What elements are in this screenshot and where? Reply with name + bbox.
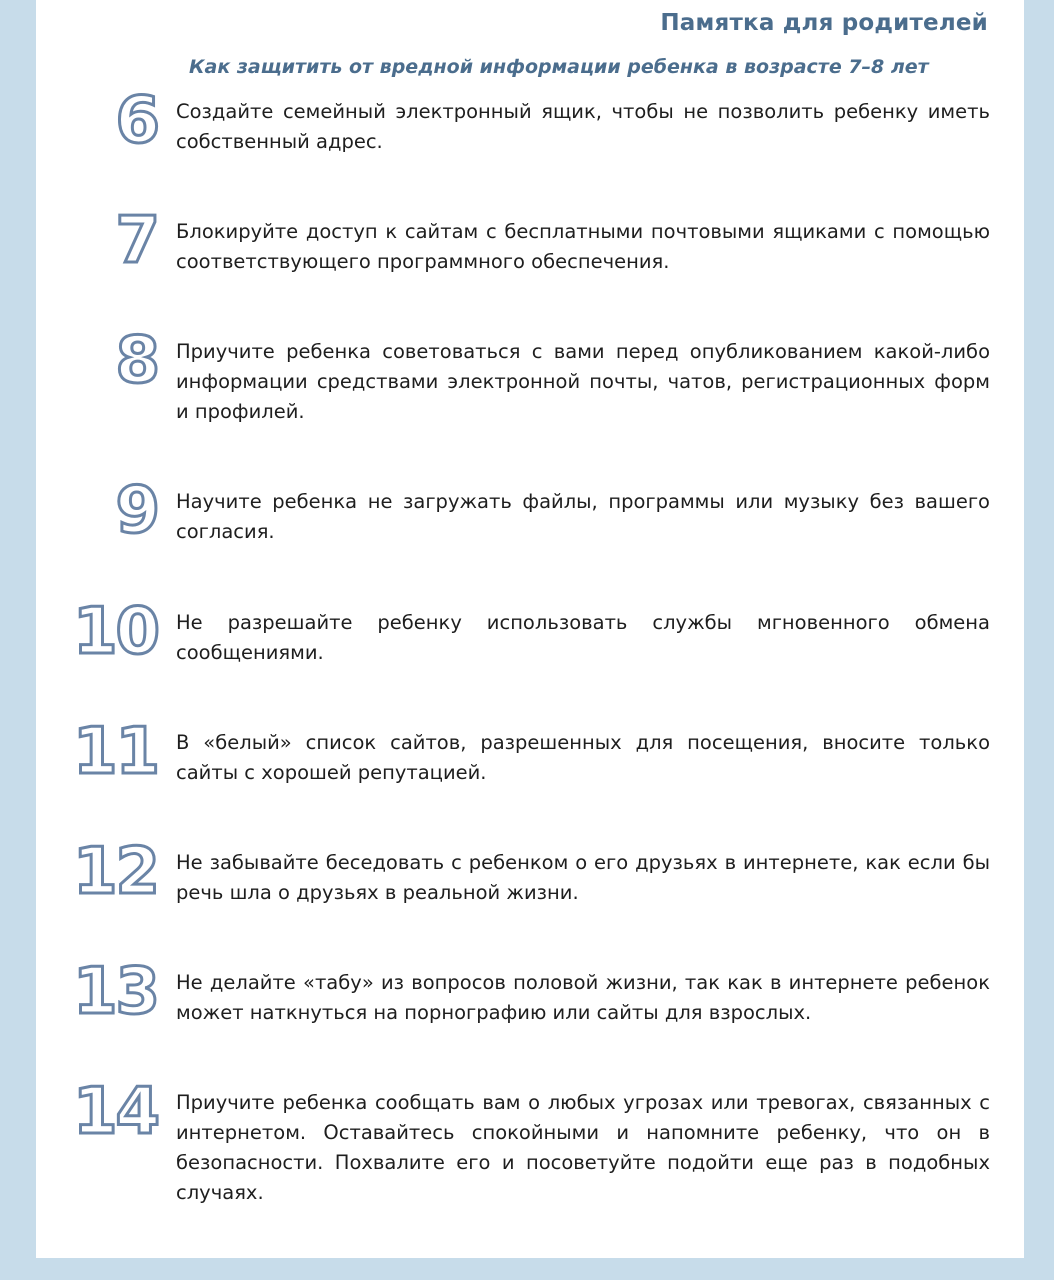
tip-text: Не разрешайте ребенку использовать службы мгновенного обмена сообщениями. xyxy=(176,611,990,664)
tip-text: Не делайте «табу» из вопросов половой жизни, так как в интернете ребенок может наткнуться на порнографию или сайты для взрослых. xyxy=(176,971,990,1024)
memo-title: Памятка для родителей xyxy=(660,10,988,36)
tip-text: Блокируйте доступ к сайтам с бесплатными почтовыми ящиками с помощью соответствующего программного обеспечения. xyxy=(176,220,990,273)
tip-text: Создайте семейный электронный ящик, чтобы не позволить ребенку иметь собственный адрес. xyxy=(176,100,990,153)
tip-text: В «белый» список сайтов, разрешенных для посещения, вносите только сайты с хорошей репутацией. xyxy=(176,731,990,784)
memo-page xyxy=(36,0,1024,1258)
tip-number: 7 xyxy=(115,204,158,278)
tip-text: Приучите ребенка сообщать вам о любых угрозах или тревогах, связанных с интернетом. Оставайтесь спокойными и напомните ребенку, что он в безопасности. Похвалите его и посоветуйте подойти еще раз в подобных случаях. xyxy=(176,1091,990,1204)
tip-number: 12 xyxy=(72,835,158,909)
tip-text: Приучите ребенка советоваться с вами перед опубликованием какой-либо информации средствами электронной почты, чатов, регистрационных форм и профилей. xyxy=(176,340,990,423)
tip-number: 8 xyxy=(115,324,158,398)
tip-number: 11 xyxy=(72,715,158,789)
tip-text: Не забывайте беседовать с ребенком о его друзьях в интернете, как если бы речь шла о друзьях в реальной жизни. xyxy=(176,851,990,904)
memo-subtitle: Как защитить от вредной информации ребенка в возрасте 7–8 лет xyxy=(189,56,929,78)
tip-text: Научите ребенка не загружать файлы, программы или музыку без вашего согласия. xyxy=(176,490,990,543)
tip-number: 9 xyxy=(115,474,158,548)
tip-number: 14 xyxy=(72,1075,158,1149)
tip-number: 13 xyxy=(72,955,158,1029)
tip-number: 10 xyxy=(72,595,158,669)
tip-number: 6 xyxy=(115,84,158,158)
